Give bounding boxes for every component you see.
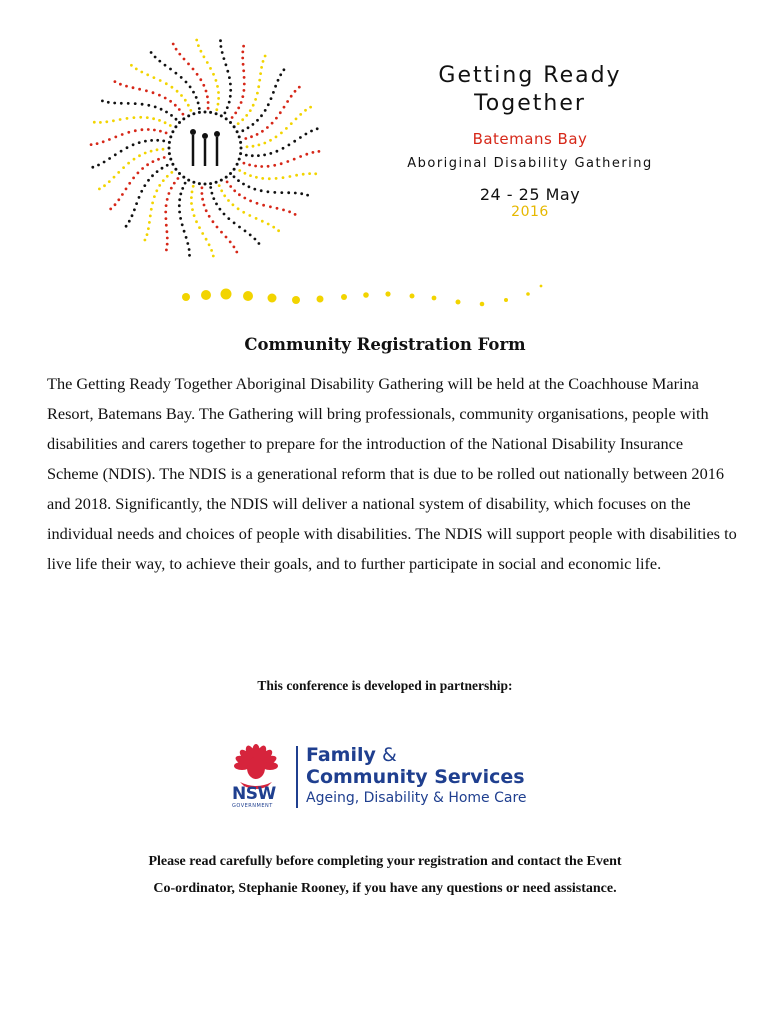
facs-ampersand: & <box>375 744 397 766</box>
nsw-wordmark: NSW <box>232 784 276 804</box>
logo-divider <box>296 746 298 808</box>
event-dates: 24 - 25 May <box>479 185 581 204</box>
facs-family: Family <box>306 744 376 766</box>
intro-paragraph: The Getting Ready Together Aboriginal Disability Gathering will be held at the Coachhouse Marina Resort, Batemans Bay. The Gathering will bring professionals, community organisations, people with disabilities and carers together to prepare for the introduction of the National Disability Insurance Scheme (NDIS). The NDIS is a generational reform that is due to be rolled out nationally between 2016 and 2018. Significantly, the NDIS will deliver a national system of disability, which focuses on the individual needs and choices of people with disabilities. The NDIS will support people with disabilities to live life their way, to achieve their goals, and to further participate in social and economic life. <box>47 374 737 573</box>
event-subtitle: Aboriginal Disability Gathering <box>407 156 653 171</box>
facs-line3: Ageing, Disability & Home Care <box>306 790 527 806</box>
registration-notice <box>0 848 770 902</box>
facs-line1 <box>306 744 527 766</box>
nsw-government-label: GOVERNMENT <box>232 803 273 809</box>
facs-logo-text <box>306 744 527 808</box>
event-title-line2: Together <box>474 91 586 116</box>
partnership-heading: This conference is developed in partnership: <box>257 678 513 693</box>
gathering-sun-logo <box>60 20 370 320</box>
event-year: 2016 <box>511 204 549 220</box>
form-title: Community Registration Form <box>244 335 526 354</box>
notice-line1: Please read carefully before completing your registration and contact the Event <box>148 854 622 869</box>
event-title-block <box>380 62 680 220</box>
yellow-dots-decoration <box>176 280 556 310</box>
facs-line2: Community Services <box>306 766 525 788</box>
event-location: Batemans Bay <box>472 130 588 148</box>
notice-line2: Co-ordinator, Stephanie Rooney, if you have any questions or need assistance. <box>153 881 617 896</box>
event-title-line1: Getting Ready <box>438 63 622 88</box>
